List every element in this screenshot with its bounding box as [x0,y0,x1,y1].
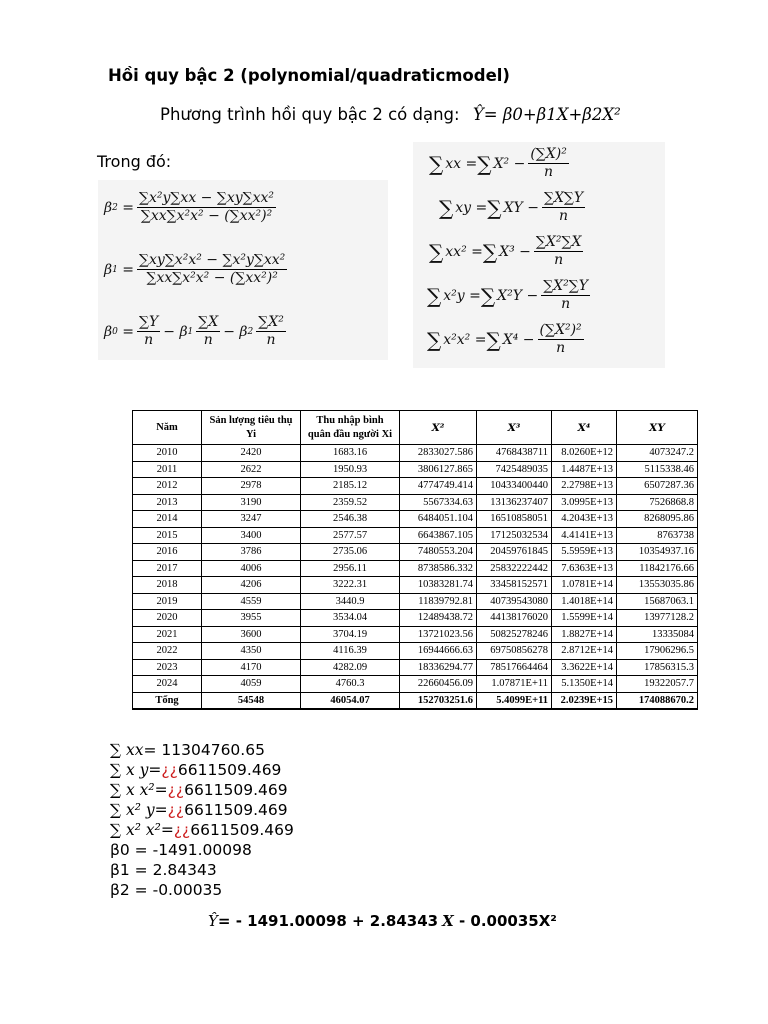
table-row [133,511,698,528]
table-total-cell: 54548 [202,692,301,709]
table-cell: 1950.93 [301,461,400,478]
table-cell: 12489438.72 [400,610,477,627]
table-cell: 1.4487E+13 [552,461,617,478]
page-title: Hồi quy bậc 2 (polynomial/quadraticmodel) [108,66,510,85]
table-row [133,560,698,577]
table-cell: 7526868.8 [617,494,698,511]
table-cell: 7.6363E+13 [552,560,617,577]
table-row [133,445,698,462]
table-cell: 2024 [133,676,202,693]
table-cell: 2546.38 [301,511,400,528]
sum-xx2-marker: ¿¿ [167,781,185,799]
table-cell: 2956.11 [301,560,400,577]
result-beta0: β0 = -1491.00098 [110,841,252,859]
table-cell: 6643867.105 [400,527,477,544]
sum-xy-marker: ¿¿ [161,761,178,779]
table-cell: 1.07871E+11 [477,676,552,693]
table-cell: 13553035.86 [617,577,698,594]
sum-x2y-formula: ∑ x²y = ∑ X²Y − $\frac{\text{∑X²∑Y}}{n}$ [427,278,588,312]
table-total-cell: 174088670.2 [617,692,698,709]
sum-xx2-symbol: ∑ x x²= [110,781,168,799]
table-cell: 2017 [133,560,202,577]
sum-xx-symbol: ∑ xx [110,741,144,759]
table-total-cell: Tổng [133,692,202,709]
table-cell: 69750856278 [477,643,552,660]
table-cell: 4282.09 [301,659,400,676]
table-cell: 3806127.865 [400,461,477,478]
table-cell: 7480553.204 [400,544,477,561]
table-total-cell: 5.4099E+11 [477,692,552,709]
beta-formulas-image [98,180,388,360]
col-header-x: Thu nhập bình quân đầu người Xi [301,411,400,445]
col-header-y: Sản lượng tiêu thụ Yi [202,411,301,445]
table-cell: 3955 [202,610,301,627]
table-row [133,478,698,495]
table-cell: 2622 [202,461,301,478]
table-cell: 10433400440 [477,478,552,495]
beta2-formula: β 2 = $\frac{\text{∑x²y∑xx − ∑xy∑xx²}}{\text{∑xx∑x²x² − (∑xx²)²}}$ [104,190,275,224]
table-cell: 8763738 [617,527,698,544]
table-cell: 4559 [202,593,301,610]
results-block [110,740,294,900]
table-cell: 4760.3 [301,676,400,693]
table-cell: 13977128.2 [617,610,698,627]
table-cell: 13721023.56 [400,626,477,643]
col-header-x4: X⁴ [552,411,617,445]
table-cell: 3.3622E+14 [552,659,617,676]
table-cell: 8738586.332 [400,560,477,577]
table-total-cell: 152703251.6 [400,692,477,709]
sum-x2x2-symbol: ∑ x² x²= [110,821,174,839]
sum-xx2-value: 6611509.469 [184,781,288,799]
table-cell: 5567334.63 [400,494,477,511]
table-cell: 17125032534 [477,527,552,544]
table-cell: 17906296.5 [617,643,698,660]
table-cell: 2978 [202,478,301,495]
table-cell: 2019 [133,593,202,610]
sum-xy-formula: ∑ xy = ∑ XY − $\frac{\sum X\sum Y}{n}$ [439,190,584,224]
table-cell: 3704.19 [301,626,400,643]
data-table [132,410,698,710]
table-cell: 4350 [202,643,301,660]
table-cell: 2020 [133,610,202,627]
sum-formulas-image [413,142,665,368]
table-row [133,659,698,676]
table-cell: 2021 [133,626,202,643]
table-cell: 2022 [133,643,202,660]
table-cell: 2014 [133,511,202,528]
table-cell: 15687063.1 [617,593,698,610]
table-cell: 2.8712E+14 [552,643,617,660]
sum-x2y-symbol: ∑ x² y= [110,801,168,819]
final-equation-tail: - 0.00035X² [453,912,557,930]
sum-xy-symbol: ∑ x y= [110,761,162,779]
table-row [133,544,698,561]
table-cell: 11839792.81 [400,593,477,610]
table-cell: 1683.16 [301,445,400,462]
table-cell: 33458152571 [477,577,552,594]
table-cell: 2016 [133,544,202,561]
table-total-cell: 46054.07 [301,692,400,709]
table-cell: 4206 [202,577,301,594]
table-cell: 3786 [202,544,301,561]
table-row [133,643,698,660]
final-x-symbol: X [442,912,454,930]
result-beta1: β1 = 2.84343 [110,861,217,879]
table-cell: 2359.52 [301,494,400,511]
table-cell: 22660456.09 [400,676,477,693]
table-cell: 40739543080 [477,593,552,610]
result-sum-x2y [110,800,294,820]
equation-prefix: Phương trình hồi quy bậc 2 có dạng: [160,105,460,124]
table-cell: 4116.39 [301,643,400,660]
table-cell: 3400 [202,527,301,544]
table-row [133,593,698,610]
table-cell: 4768438711 [477,445,552,462]
table-cell: 2018 [133,577,202,594]
sum-x2x2-marker: ¿¿ [173,821,191,839]
sum-x2x2-formula: ∑ x²x² = ∑ X⁴ − $\frac{\text{(∑X²)²}}{n}$ [427,322,582,356]
final-y-hat-symbol: Ŷ [208,912,218,930]
table-cell: 2833027.586 [400,445,477,462]
table-cell: 2185.12 [301,478,400,495]
equation-formula: = β0+β1X+β2X² [483,105,621,124]
col-header-x3: X³ [477,411,552,445]
table-cell: 2015 [133,527,202,544]
sum-x2y-marker: ¿¿ [167,801,185,819]
table-row [133,577,698,594]
table-cell: 3600 [202,626,301,643]
col-header-x2: X² [400,411,477,445]
table-total-row [133,692,698,709]
table-cell: 2577.57 [301,527,400,544]
table-cell: 2.2798E+13 [552,478,617,495]
sum-xy-value: 6611509.469 [177,761,282,779]
table-row [133,494,698,511]
table-cell: 3440.9 [301,593,400,610]
col-header-year: Năm [133,411,202,445]
final-equation-head: = - 1491.00098 + 2.84343 [217,912,439,930]
table-total-cell: 2.0239E+15 [552,692,617,709]
table-cell: 3534.04 [301,610,400,627]
beta1-formula: β 1 = $\frac{\text{∑xy∑x²x² − ∑x²y∑xx²}}{\text{∑xx∑x²x² − (∑xx²)²}}$ [104,252,286,286]
sum-xx2-formula: ∑ xx² = ∑ X³ − $\frac{\text{∑X²∑X}}{n}$ [429,234,582,268]
table-cell: 1.0781E+14 [552,577,617,594]
table-cell: 4.2043E+13 [552,511,617,528]
table-cell: 4170 [202,659,301,676]
table-cell: 5.5959E+13 [552,544,617,561]
result-beta2: β2 = -0.00035 [110,881,223,899]
table-header-row [133,411,698,445]
table-cell: 25832222442 [477,560,552,577]
table-cell: 17856315.3 [617,659,698,676]
table-row [133,527,698,544]
table-cell: 8.0260E+12 [552,445,617,462]
table-cell: 6507287.36 [617,478,698,495]
table-row [133,610,698,627]
beta0-formula: β 0 = $\frac{\sum Y}{n}$ − β 1 $\frac{\sum X}{n}$ − β 2 $\frac{\text{∑X²}}{n}$ [104,314,284,348]
table-cell: 4059 [202,676,301,693]
table-cell: 1.8827E+14 [552,626,617,643]
table-cell: 1.4018E+14 [552,593,617,610]
sum-x2y-value: 6611509.469 [184,801,288,819]
table-cell: 4006 [202,560,301,577]
table-cell: 2420 [202,445,301,462]
table-cell: 2012 [133,478,202,495]
table-cell: 10383281.74 [400,577,477,594]
result-sum-xy [110,760,294,780]
model-equation [160,105,621,124]
table-cell: 18336294.77 [400,659,477,676]
table-cell: 10354937.16 [617,544,698,561]
table-cell: 5115338.46 [617,461,698,478]
table-cell: 8268095.86 [617,511,698,528]
table-cell: 3222.31 [301,577,400,594]
table-cell: 6484051.104 [400,511,477,528]
table-row [133,461,698,478]
table-cell: 5.1350E+14 [552,676,617,693]
table-cell: 2013 [133,494,202,511]
sum-x2x2-value: 6611509.469 [190,821,294,839]
sum-xx-formula: ∑ xx = ∑ X² − $\frac{\text{(∑X)²}}{n}$ [429,146,567,180]
table-cell: 11842176.66 [617,560,698,577]
table-cell: 2011 [133,461,202,478]
col-header-xy: XY [617,411,698,445]
table-row [133,676,698,693]
table-cell: 4.4141E+13 [552,527,617,544]
table-cell: 13136237407 [477,494,552,511]
table-cell: 4774749.414 [400,478,477,495]
sum-xx-value: = 11304760.65 [143,741,265,759]
table-cell: 1.5599E+14 [552,610,617,627]
table-cell: 50825278246 [477,626,552,643]
table-cell: 2735.06 [301,544,400,561]
table-cell: 3.0995E+13 [552,494,617,511]
table-cell: 78517664464 [477,659,552,676]
final-equation [208,912,557,930]
table-cell: 19322057.7 [617,676,698,693]
result-sum-xx2 [110,780,294,800]
table-cell: 44138176020 [477,610,552,627]
table-cell: 16944666.63 [400,643,477,660]
table-cell: 4073247.2 [617,445,698,462]
table-cell: 16510858051 [477,511,552,528]
trong-do-label: Trong đó: [97,152,172,171]
table-cell: 3247 [202,511,301,528]
table-cell: 7425489035 [477,461,552,478]
table-cell: 13335084 [617,626,698,643]
result-sum-x2x2 [110,820,294,840]
result-sum-xx [110,740,294,760]
table-row [133,626,698,643]
table-cell: 3190 [202,494,301,511]
table-cell: 2010 [133,445,202,462]
table-cell: 2023 [133,659,202,676]
y-hat-symbol: Ŷ [472,105,484,124]
table-cell: 20459761845 [477,544,552,561]
